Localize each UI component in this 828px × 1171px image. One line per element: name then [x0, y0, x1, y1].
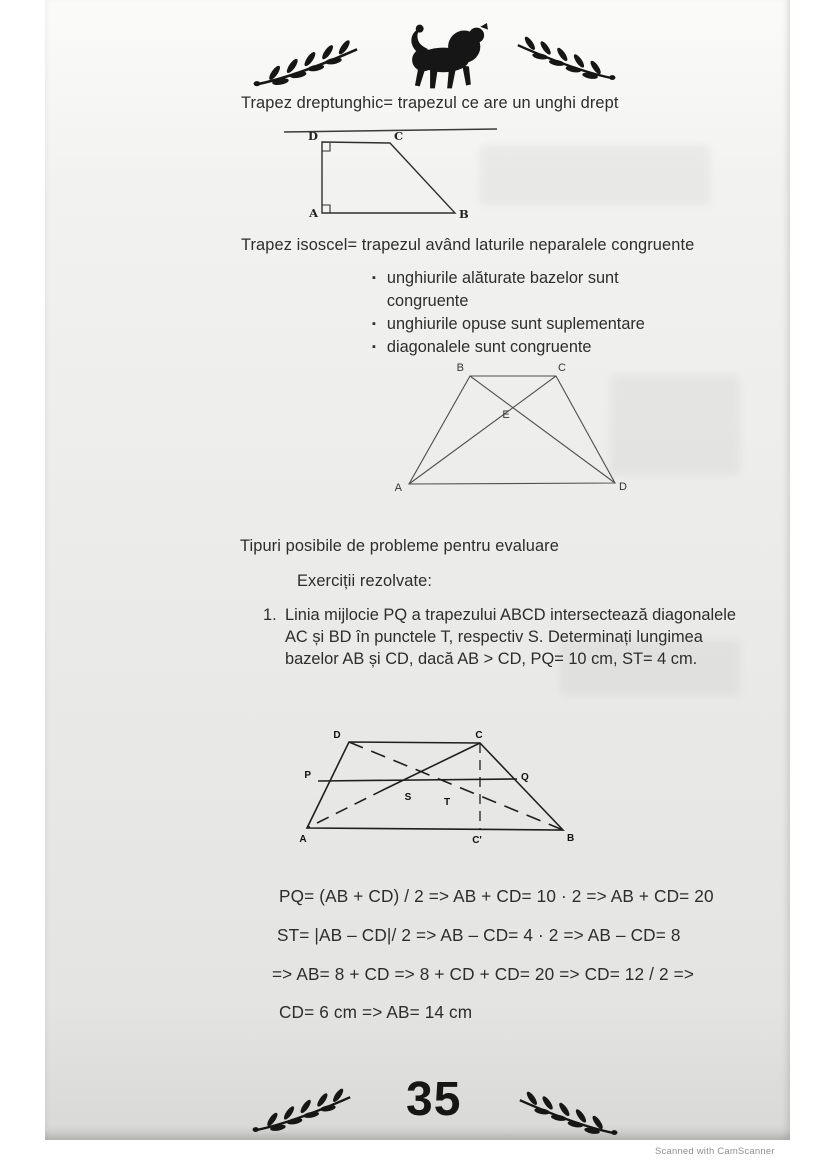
point-label-P: P [304, 770, 311, 781]
trapezoid-outline [307, 742, 563, 830]
vertex-label-B: B [459, 207, 469, 221]
vertex-label-C: C [558, 362, 566, 374]
solution-line: CD= 6 cm => AB= 14 cm [279, 1002, 473, 1022]
right-angle-mark [322, 143, 330, 151]
problem-item [263, 604, 743, 670]
laurel-branch-icon [252, 1088, 352, 1136]
vertex-label-D: D [308, 129, 318, 143]
square-bullet-icon: ▪ [372, 318, 376, 330]
laurel-branch-icon [516, 38, 616, 82]
list-item-text: unghiurile alăturate bazelor sunt congruente [386, 269, 619, 310]
point-label-E: E [502, 409, 510, 421]
vertex-label-B: B [567, 833, 575, 844]
point-label-C-prime: C' [472, 835, 482, 846]
page-number: 35 [406, 1073, 462, 1126]
diagonal-AC [409, 376, 556, 484]
diagonal-AC-upper [385, 743, 480, 789]
vertex-label-B: B [456, 362, 464, 374]
camscanner-watermark: Scanned with CamScanner [655, 1146, 775, 1157]
list-item [372, 313, 689, 336]
solution-line: ST= |AB – CD|/ 2 => AB – CD= 4 · 2 => AB – CD= 8 [277, 925, 681, 945]
diagonal-AC-lower-dashed [307, 789, 385, 828]
heading-isosceles-trapezoid: Trapez isoscel= trapezul având laturile neparalele congruente [241, 236, 695, 254]
laurel-branch-icon [253, 42, 359, 88]
diagonal-BD [470, 376, 615, 483]
square-bullet-icon: ▪ [372, 341, 376, 353]
square-bullet-icon: ▪ [372, 272, 376, 284]
problem-text: Linia mijlocie PQ a trapezului ABCD intersectează diagonalele AC și BD în punctele T, respectiv S. Determinați lungimea bazelor AB și CD, dacă AB > CD, PQ= 10 cm, ST= 4 cm. [285, 606, 736, 668]
problem-trapezoid-figure [293, 723, 588, 853]
vertex-label-A: A [394, 482, 402, 494]
vertex-label-A: A [299, 834, 307, 845]
midline-PQ [318, 779, 517, 781]
trapezoid-outline [409, 376, 615, 484]
solution-line: => AB= 8 + CD => 8 + CD + CD= 20 => CD= 12 / 2 => [272, 964, 695, 984]
isosceles-trapezoid-figure [388, 358, 633, 498]
vertex-label-C: C [475, 730, 483, 741]
list-item [372, 267, 689, 313]
lion-icon [407, 22, 493, 94]
vertex-label-C: C [394, 129, 404, 143]
point-label-T: T [443, 797, 451, 808]
point-label-Q: Q [521, 772, 529, 783]
point-label-S: S [404, 792, 412, 803]
heading-right-trapezoid: Trapez dreptunghic= trapezul ce are un unghi drept [241, 94, 619, 112]
vertex-label-A: A [309, 206, 318, 220]
property-list [372, 267, 689, 359]
solution-line: PQ= (AB + CD) / 2 => AB + CD= 10 · 2 => AB + CD= 20 [279, 886, 714, 906]
right-trapezoid-figure [278, 122, 513, 230]
list-item-text: unghiurile opuse sunt suplementare [386, 315, 645, 333]
section-title: Tipuri posibile de probleme pentru evaluare [240, 537, 559, 555]
list-item [372, 336, 689, 359]
right-angle-mark [322, 205, 330, 213]
laurel-branch-icon [518, 1092, 618, 1138]
bleed-through-smudge [480, 145, 710, 205]
subsection-title: Exerciții rezolvate: [297, 572, 432, 590]
problem-number: 1. [263, 606, 277, 624]
vertex-label-D: D [619, 481, 627, 493]
list-item-text: diagonalele sunt congruente [386, 338, 592, 356]
vertex-label-D: D [333, 730, 341, 741]
trapezoid-outline [322, 142, 455, 213]
